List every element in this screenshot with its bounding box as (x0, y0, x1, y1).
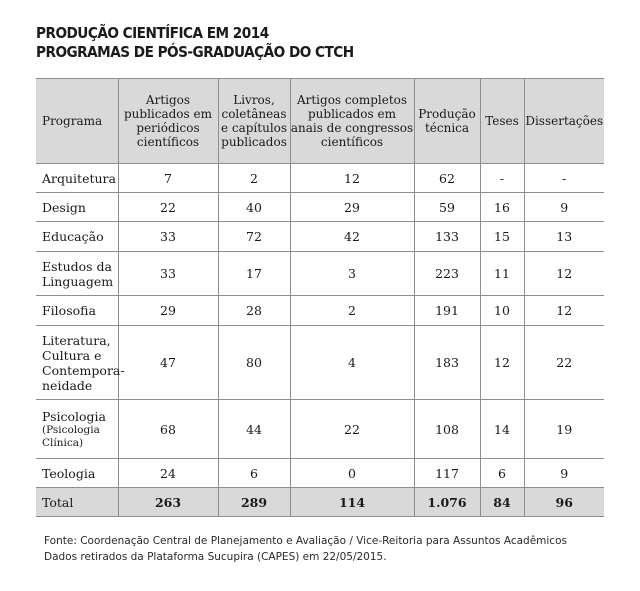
table-row (36, 459, 604, 488)
cell-anais: 2 (290, 296, 414, 326)
cell-tecnica: 191 (414, 296, 480, 326)
title-line-2: PROGRAMAS DE PÓS-GRADUAÇÃO DO CTCH (36, 43, 354, 61)
cell-livros: 2 (218, 164, 290, 193)
total-anais: 114 (290, 488, 414, 517)
cell-anais: 42 (290, 222, 414, 252)
programa-line: Contempora- (42, 362, 125, 378)
header-artigos: Artigos publicados em periódicos científicos (118, 79, 218, 164)
table-row (36, 252, 604, 296)
header-programa: Programa (36, 79, 118, 164)
cell-programa: Filosofia (36, 296, 118, 326)
cell-tecnica: 183 (414, 326, 480, 400)
footnote-source: Fonte: Coordenação Central de Planejamento e Avaliação / Vice-Reitoria para Assuntos Acadêmicos (44, 535, 567, 547)
cell-teses: 16 (480, 193, 524, 222)
cell-programa: Educação (36, 222, 118, 252)
cell-livros: 17 (218, 252, 290, 296)
cell-tecnica: 133 (414, 222, 480, 252)
cell-artigos: 33 (118, 252, 218, 296)
cell-anais: 4 (290, 326, 414, 400)
header-teses: Teses (480, 79, 524, 164)
footnote-date: Dados retirados da Plataforma Sucupira (CAPES) em 22/05/2015. (44, 551, 387, 563)
programa-subtitle: Clínica) (42, 436, 84, 449)
cell-livros: 6 (218, 459, 290, 488)
table-row (36, 296, 604, 326)
header-anais: Artigos completos publicados em anais de congressos científicos (290, 79, 414, 164)
cell-artigos: 22 (118, 193, 218, 222)
cell-teses: 15 (480, 222, 524, 252)
total-teses: 84 (480, 488, 524, 517)
total-livros: 289 (218, 488, 290, 517)
programa-line: Psicologia (42, 408, 106, 424)
cell-livros: 28 (218, 296, 290, 326)
cell-teses: 6 (480, 459, 524, 488)
cell-programa: Design (36, 193, 118, 222)
cell-anais: 29 (290, 193, 414, 222)
cell-dissertacoes: 12 (524, 252, 604, 296)
header-producao-tecnica: Produção técnica (414, 79, 480, 164)
cell-anais: 0 (290, 459, 414, 488)
table-row (36, 164, 604, 193)
cell-programa (36, 252, 118, 296)
cell-artigos: 29 (118, 296, 218, 326)
production-table (36, 78, 604, 517)
cell-teses: 10 (480, 296, 524, 326)
cell-artigos: 47 (118, 326, 218, 400)
cell-dissertacoes: - (524, 164, 604, 193)
programa-subtitle: (Psicologia (42, 423, 100, 436)
header-livros: Livros, coletâneas e capítulos publicados (218, 79, 290, 164)
cell-livros: 80 (218, 326, 290, 400)
programa-line: Literatura, (42, 332, 111, 348)
cell-dissertacoes: 9 (524, 459, 604, 488)
programa-line: neidade (42, 377, 93, 393)
total-row (36, 488, 604, 517)
cell-dissertacoes: 13 (524, 222, 604, 252)
cell-tecnica: 223 (414, 252, 480, 296)
cell-teses: - (480, 164, 524, 193)
cell-programa: Arquitetura (36, 164, 118, 193)
cell-tecnica: 62 (414, 164, 480, 193)
programa-line: Linguagem (42, 273, 114, 289)
cell-artigos: 68 (118, 400, 218, 459)
source-footnote (44, 533, 567, 565)
total-dissertacoes: 96 (524, 488, 604, 517)
production-table-container (36, 78, 604, 517)
cell-tecnica: 117 (414, 459, 480, 488)
cell-anais: 12 (290, 164, 414, 193)
title-line-1: PRODUÇÃO CIENTÍFICA EM 2014 (36, 24, 269, 42)
total-tecnica: 1.076 (414, 488, 480, 517)
document-title (36, 24, 354, 62)
table-row (36, 222, 604, 252)
cell-livros: 40 (218, 193, 290, 222)
cell-tecnica: 59 (414, 193, 480, 222)
cell-anais: 3 (290, 252, 414, 296)
cell-dissertacoes: 19 (524, 400, 604, 459)
cell-teses: 12 (480, 326, 524, 400)
programa-line: Estudos da (42, 258, 112, 274)
cell-livros: 44 (218, 400, 290, 459)
cell-tecnica: 108 (414, 400, 480, 459)
total-label: Total (36, 488, 118, 517)
cell-programa (36, 400, 118, 459)
cell-teses: 11 (480, 252, 524, 296)
table-row (36, 193, 604, 222)
cell-programa (36, 326, 125, 400)
header-dissertacoes: Dissertações (524, 79, 604, 164)
table-row (36, 326, 604, 400)
cell-anais: 22 (290, 400, 414, 459)
cell-dissertacoes: 22 (524, 326, 604, 400)
programa-line: Cultura e (42, 347, 102, 363)
cell-teses: 14 (480, 400, 524, 459)
cell-programa: Teologia (36, 459, 118, 488)
cell-artigos: 24 (118, 459, 218, 488)
cell-dissertacoes: 9 (524, 193, 604, 222)
total-artigos: 263 (118, 488, 218, 517)
cell-livros: 72 (218, 222, 290, 252)
table-row (36, 400, 604, 459)
cell-dissertacoes: 12 (524, 296, 604, 326)
header-row (36, 79, 604, 164)
cell-artigos: 7 (118, 164, 218, 193)
cell-artigos: 33 (118, 222, 218, 252)
